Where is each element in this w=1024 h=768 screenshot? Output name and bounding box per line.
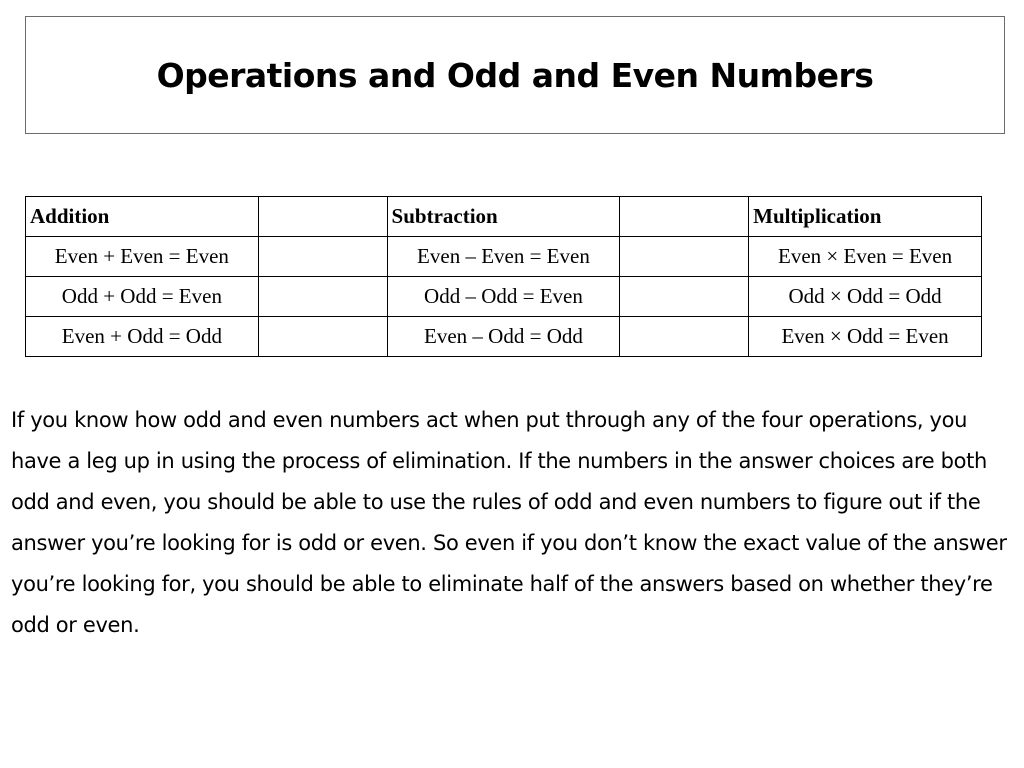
table-cell: Even + Even = Even <box>26 237 259 277</box>
table-cell-empty <box>620 317 749 357</box>
table-cell: Odd – Odd = Even <box>387 277 620 317</box>
table-header-row <box>26 197 982 237</box>
header-spacer <box>258 197 387 237</box>
table-cell: Even – Odd = Odd <box>387 317 620 357</box>
page-title: Operations and Odd and Even Numbers <box>156 55 874 95</box>
table-cell: Even × Even = Even <box>749 237 982 277</box>
header-multiplication: Multiplication <box>749 197 982 237</box>
table-row <box>26 277 982 317</box>
table-cell-empty <box>620 237 749 277</box>
table-cell: Even + Odd = Odd <box>26 317 259 357</box>
table-cell: Even – Even = Even <box>387 237 620 277</box>
table-cell-empty <box>258 317 387 357</box>
table-cell: Odd + Odd = Even <box>26 277 259 317</box>
table-cell-empty <box>258 277 387 317</box>
title-box <box>25 16 1005 134</box>
header-subtraction: Subtraction <box>387 197 620 237</box>
table-cell-empty <box>620 277 749 317</box>
header-spacer <box>620 197 749 237</box>
table-cell: Even × Odd = Even <box>749 317 982 357</box>
table-row <box>26 237 982 277</box>
body-paragraph: If you know how odd and even numbers act when put through any of the four operations, you have a leg up in using the process of elimination. If the numbers in the answer choices are both odd and even, you should be able to use the rules of odd and even numbers to figure out if the answer you’re looking for is odd or even. So even if you don’t know the exact value of the answer you’re looking for, you should be able to eliminate half of the answers based on whether they’re odd or even. <box>11 408 1007 637</box>
table-cell-empty <box>258 237 387 277</box>
table-cell: Odd × Odd = Odd <box>749 277 982 317</box>
header-addition: Addition <box>26 197 259 237</box>
operations-table <box>25 196 982 357</box>
table-row <box>26 317 982 357</box>
